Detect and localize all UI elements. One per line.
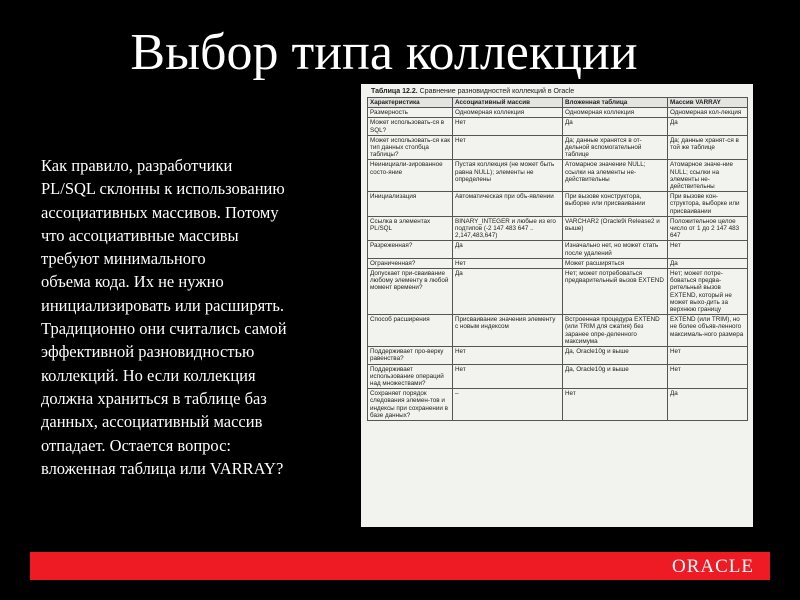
cell-nested-table: Нет; может потребоваться предварительный вызов EXTEND (563, 269, 668, 315)
table-row (368, 364, 748, 389)
table-caption-text: Сравнение разновидностей коллекций в Oracle (419, 88, 575, 95)
cell-varray: Положительное целое число от 1 до 2 147 483 647 (668, 216, 748, 241)
header-varray: Массив VARRAY (668, 98, 748, 108)
cell-varray: Да (668, 389, 748, 421)
cell-nested-table: Да (563, 118, 668, 135)
cell-nested-table: VARCHAR2 (Oracle9i Release2 и выше) (563, 216, 668, 241)
cell-characteristic: Неинициали-зированное состо-яние (368, 160, 453, 192)
cell-characteristic: Может использовать-ся как тип данных столбца таблицы? (368, 135, 453, 160)
cell-varray: EXTEND (или TRIM), но не более объяв-ленного максималь-ного размера (668, 315, 748, 347)
body-line: Традиционно они считались самой (41, 319, 287, 339)
cell-nested-table: Нет (563, 389, 668, 421)
cell-characteristic: Ссылка в элементах PL/SQL (368, 216, 453, 241)
cell-associative-array: Нет (453, 135, 563, 160)
footer-bar (30, 552, 770, 580)
cell-varray: Нет (668, 241, 748, 258)
cell-characteristic: Может использовать-ся в SQL? (368, 118, 453, 135)
cell-nested-table: Изначально нет, но может стать после удалений (563, 241, 668, 258)
cell-characteristic: Допускает при-сваивание любому элементу в любой момент времени? (368, 269, 453, 315)
header-characteristic: Характеристика (368, 98, 453, 108)
table-row (368, 389, 748, 421)
cell-varray: Нет (668, 347, 748, 364)
table-row (368, 192, 748, 217)
table-row (368, 315, 748, 347)
cell-nested-table: Одномерная коллекция (563, 108, 668, 118)
cell-varray: Да (668, 118, 748, 135)
body-line: коллекций. Но если коллекция (41, 365, 256, 385)
cell-associative-array: – (453, 389, 563, 421)
table-row (368, 216, 748, 241)
cell-associative-array: Присваивание значения элементу с новым индексом (453, 315, 563, 347)
table-row (368, 160, 748, 192)
body-text (41, 154, 361, 480)
cell-characteristic: Поддерживает использование операций над множествами? (368, 364, 453, 389)
cell-associative-array: Да (453, 241, 563, 258)
header-nested-table: Вложенная таблица (563, 98, 668, 108)
cell-associative-array: BINARY_INTEGER и любые из его подтипов (-2 147 483 647 .. 2,147,483,647) (453, 216, 563, 241)
table-row (368, 108, 748, 118)
table-caption (371, 87, 747, 97)
header-associative-array: Ассоциативный массив (453, 98, 563, 108)
cell-nested-table: При вызове конструктора, выборке или присваивании (563, 192, 668, 217)
body-line: Как правило, разработчики (41, 156, 233, 175)
body-line: требуют минимального (41, 249, 206, 269)
slide-title: Выбор типа коллекции (130, 24, 638, 81)
cell-characteristic: Поддерживает про-верку равенства? (368, 347, 453, 364)
table-row (368, 241, 748, 258)
cell-associative-array: Нет (453, 258, 563, 268)
cell-characteristic: Способ расширения (368, 315, 453, 347)
table-row (368, 347, 748, 364)
cell-associative-array: Да (453, 269, 563, 315)
cell-varray: Одномерная кол-лекция (668, 108, 748, 118)
cell-varray: Да; данные хранят-ся в той же таблице (668, 135, 748, 160)
body-line: данных, ассоциативный массив (41, 412, 263, 432)
cell-nested-table: Да, Oracle10g и выше (563, 364, 668, 389)
body-line: отпадает. Остается вопрос: (41, 435, 231, 455)
body-line: объема кода. Их не нужно (41, 272, 224, 292)
cell-characteristic: Сохраняет порядок следования элемен-тов и индексы при сохранении в базе данных? (368, 389, 453, 421)
table-row (368, 269, 748, 315)
body-line: вложенная таблица или VARRAY? (41, 458, 284, 478)
cell-nested-table: Да; данные хранятся в от-дельной вспомогательной таблице (563, 135, 668, 160)
cell-characteristic: Разреженная? (368, 241, 453, 258)
cell-associative-array: Нет (453, 364, 563, 389)
comparison-table (367, 97, 748, 421)
cell-characteristic: Ограниченная? (368, 258, 453, 268)
table-caption-label: Таблица 12.2. (371, 88, 418, 95)
cell-varray: Нет; может потре-боваться предва-рительный вызов EXTEND, который не может выхо-дить за верхнюю границу (668, 269, 748, 315)
cell-varray: Нет (668, 364, 748, 389)
cell-varray: Да (668, 258, 748, 268)
table-header-row (368, 98, 748, 108)
table-body (368, 108, 748, 421)
body-line: инициализировать или расширять. (41, 295, 285, 315)
cell-nested-table: Да, Oracle10g и выше (563, 347, 668, 364)
cell-associative-array: Автоматическая при объ-явлении (453, 192, 563, 217)
body-line: должна храниться в таблице баз (41, 388, 267, 408)
table-row (368, 118, 748, 135)
table-row (368, 135, 748, 160)
cell-nested-table: Встроенная процедура EXTEND (или TRIM для сжатия) без заранее опре-деленного максимума (563, 315, 668, 347)
body-line: что ассоциативные массивы (41, 225, 239, 245)
cell-associative-array: Нет (453, 347, 563, 364)
cell-nested-table: Атомарное значение NULL; ссылки на элементы не-действительны (563, 160, 668, 192)
oracle-logo: ORACLE (672, 556, 754, 577)
body-line: PL/SQL склонны к использованию (41, 179, 285, 199)
cell-characteristic: Инициализация (368, 192, 453, 217)
cell-characteristic: Размерность (368, 108, 453, 118)
cell-nested-table: Может расширяться (563, 258, 668, 268)
table-row (368, 258, 748, 268)
body-line: эффективной разновидностью (41, 342, 255, 362)
body-line: ассоциативных массивов. Потому (41, 202, 279, 222)
cell-associative-array: Нет (453, 118, 563, 135)
cell-varray: Атомарное значе-ние NULL; ссылки на элементы не-действительны (668, 160, 748, 192)
cell-associative-array: Одномерная коллекция (453, 108, 563, 118)
cell-varray: При вызове кон-структора, выборке или присваивании (668, 192, 748, 217)
cell-associative-array: Пустая коллекция (не может быть равна NULL); элементы не определены (453, 160, 563, 192)
comparison-table-image (361, 84, 753, 527)
